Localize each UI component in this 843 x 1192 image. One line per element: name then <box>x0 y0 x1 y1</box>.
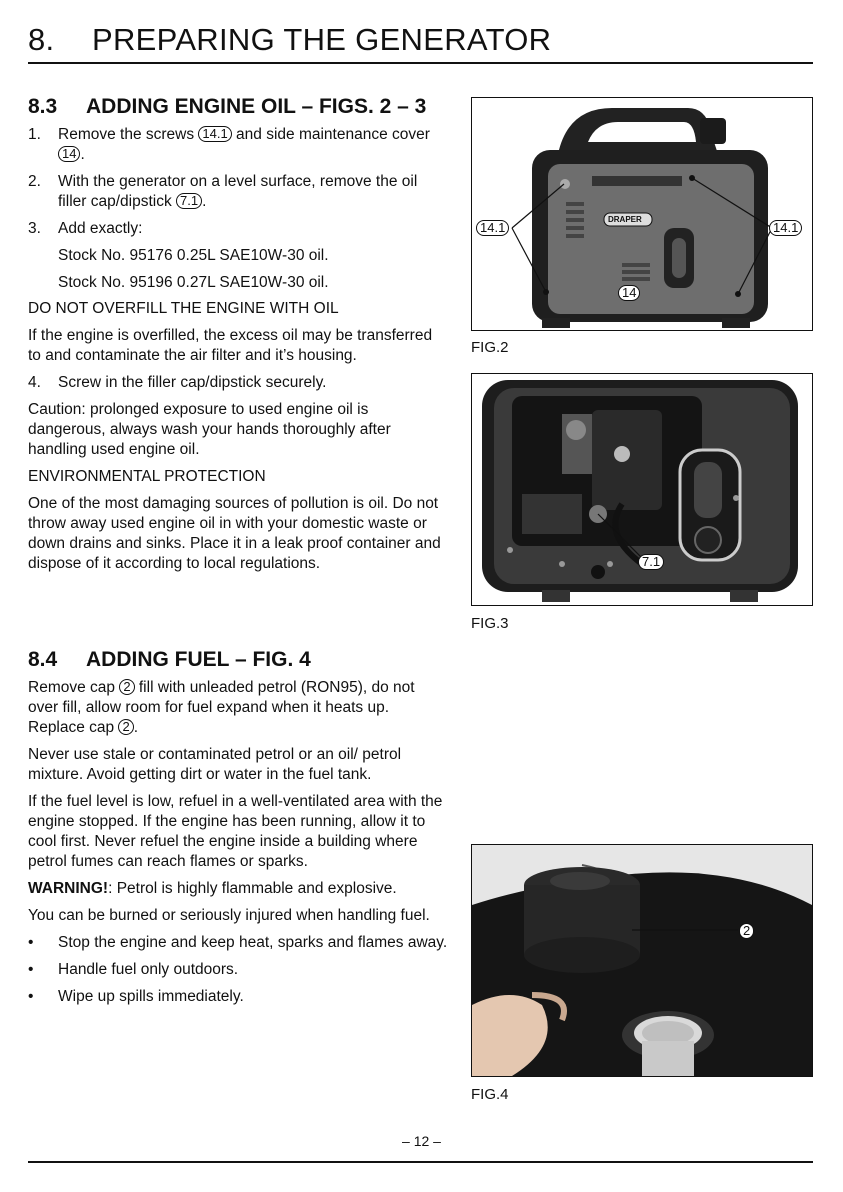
figure-2-image <box>471 97 813 331</box>
step-4: 4. Screw in the filler cap/dipstick securely. <box>28 374 327 391</box>
page-header <box>28 22 551 58</box>
fuel-paragraph: You can be burned or seriously injured when handling fuel. <box>28 907 430 924</box>
figure-3-caption: FIG.3 <box>471 615 509 632</box>
bullet-item: • Wipe up spills immediately. <box>28 988 244 1005</box>
fig2-label-left: 14.1 <box>476 220 509 236</box>
generator-photo <box>472 98 812 330</box>
section-8-3 <box>28 95 448 574</box>
section-heading: 8.3 ADDING ENGINE OIL – FIGS. 2 – 3 <box>28 95 427 118</box>
engine-bay-photo <box>472 374 812 605</box>
ref-badge: 2 <box>118 719 133 735</box>
figure-2-caption: FIG.2 <box>471 339 509 356</box>
fuel-paragraph: Remove cap 2 fill with unleaded petrol (RON95), do not over fill, allow room for fuel expand when it heats up. Replace cap 2 . <box>28 679 415 736</box>
fig2-label-cover: 14 <box>618 285 640 301</box>
env-title: ENVIRONMENTAL PROTECTION <box>28 468 266 485</box>
fig3-label-dipstick: 7.1 <box>638 554 664 570</box>
ref-badge: 14.1 <box>198 126 231 142</box>
section-8-4 <box>28 648 448 1007</box>
page-number: – 12 – <box>402 1133 441 1149</box>
stock-line: Stock No. 95196 0.27L SAE10W-30 oil. <box>58 274 329 291</box>
header-rule <box>28 62 813 64</box>
ref-badge: 14 <box>58 146 80 162</box>
footer-rule <box>28 1161 813 1163</box>
fig4-label-cap: 2 <box>739 923 754 939</box>
figure-3-image <box>471 373 813 606</box>
caution-text: Caution: prolonged exposure to used engine oil is dangerous, always wash your hands thoroughly after handling used engine oil. <box>28 401 391 458</box>
draper-logo: DRAPER <box>608 215 642 224</box>
ref-badge: 7.1 <box>176 193 202 209</box>
bullet-item: • Handle fuel only outdoors. <box>28 961 239 978</box>
bullet-item: • Stop the engine and keep heat, sparks and flames away. <box>28 934 448 951</box>
fuel-cap-photo <box>472 845 812 1076</box>
stock-line: Stock No. 95176 0.25L SAE10W-30 oil. <box>58 247 329 264</box>
ref-badge: 2 <box>119 679 134 695</box>
overfill-text: If the engine is overfilled, the excess oil may be transferred to and contaminate the air filter and it’s housing. <box>28 327 433 364</box>
fuel-paragraph: If the fuel level is low, refuel in a well-ventilated area with the engine stopped. If the engine has been running, allow it to cool first. Never refuel the engine inside a building where petrol fumes can reach flames or sparks. <box>28 793 443 870</box>
figure-4-caption: FIG.4 <box>471 1086 509 1103</box>
fuel-paragraph: Never use stale or contaminated petrol or an oil/ petrol mixture. Avoid getting dirt or water in the fuel tank. <box>28 746 402 783</box>
step-2: 2. With the generator on a level surface, remove the oil filler cap/dipstick 7.1 . <box>28 173 418 210</box>
chapter-title: PREPARING THE GENERATOR <box>92 22 552 57</box>
env-text: One of the most damaging sources of pollution is oil. Do not throw away used engine oil in with your domestic waste or down drains and sinks. Place it in a leak proof container and dispose of it according to local regulations. <box>28 495 441 572</box>
fuel-warning: WARNING!: Petrol is highly flammable and explosive. <box>28 880 397 897</box>
figure-4-image <box>471 844 813 1077</box>
overfill-warning: DO NOT OVERFILL THE ENGINE WITH OIL <box>28 300 339 317</box>
step-1: 1. Remove the screws 14.1 and side maintenance cover 14 . <box>28 126 430 163</box>
step-3: 3. Add exactly: <box>28 220 143 237</box>
section-heading: 8.4 ADDING FUEL – FIG. 4 <box>28 648 311 671</box>
chapter-number: 8. <box>28 22 55 57</box>
fig2-label-right: 14.1 <box>769 220 802 236</box>
